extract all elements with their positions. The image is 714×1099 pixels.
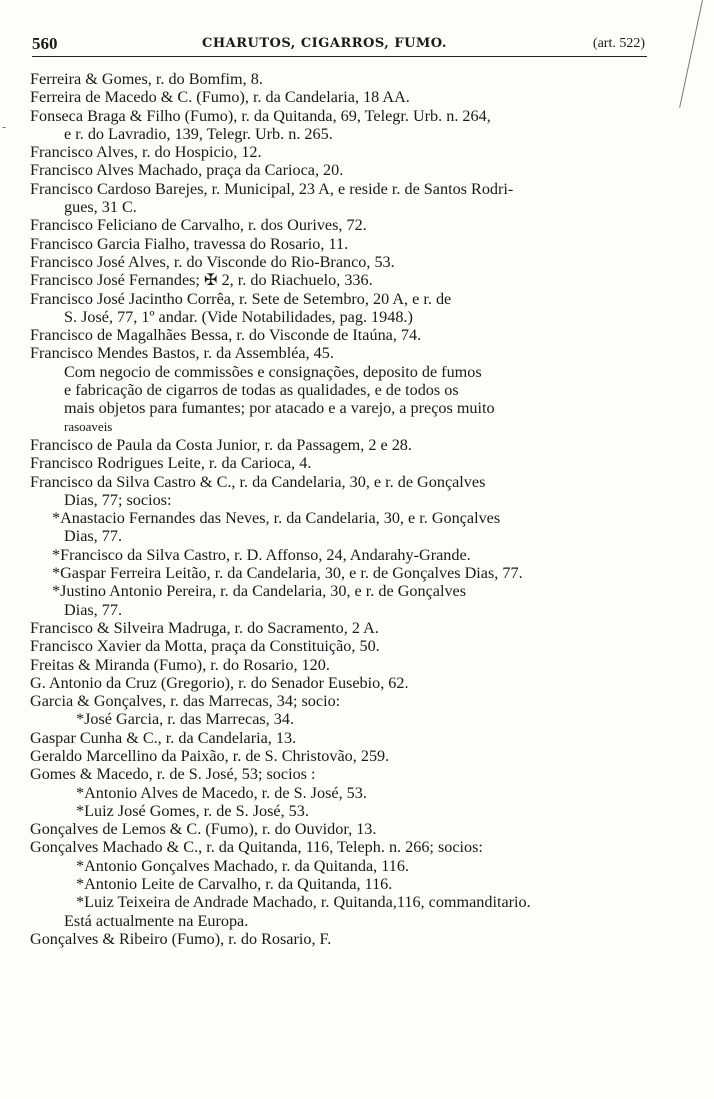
entry-line: Fonseca Braga & Filho (Fumo), r. da Quitanda, 69, Telegr. Urb. n. 264, [30,106,491,125]
entry-line: Gonçalves Machado & C., r. da Quitanda, 116, Teleph. n. 266; socios: [30,838,483,857]
partner-line: *Antonio Alves de Macedo, r. de S. José, 53. [76,783,367,802]
entry-continuation: gues, 31 C. [64,198,137,217]
entry-line: Gonçalves & Ribeiro (Fumo), r. do Rosario, F. [30,929,332,948]
partner-line: *Luiz José Gomes, r. de S. José, 53. [76,801,309,820]
entry-continuation: Está actualmente na Europa. [64,911,249,930]
entry-line: Francisco José Fernandes; ✠ 2, r. do Riachuelo, 336. [30,271,373,290]
entry-continuation: Dias, 77. [64,527,122,546]
page-number: 560 [32,34,58,53]
entry-description: rasoaveis [64,418,113,434]
entry-line: Francisco Garcia Fialho, travessa do Rosario, 11. [30,234,349,253]
entry-line: Francisco Rodrigues Leite, r. da Carioca, 4. [30,454,312,473]
entry-line: Francisco José Jacintho Corrêa, r. Sete de Setembro, 20 A, e r. de [30,289,452,308]
partner-line: *Antonio Gonçalves Machado, r. da Quitanda, 116. [76,856,409,875]
entry-line: Francisco de Magalhães Bessa, r. do Visconde de Itaúna, 74. [30,326,422,345]
entry-line: Gaspar Cunha & C., r. da Candelaria, 13. [30,728,297,747]
entry-description: Com negocio de commissões e consignações, deposito de fumos [64,362,482,381]
entry-line: Francisco Cardoso Barejes, r. Municipal, 23 A, e reside r. de Santos Rodri- [30,179,514,198]
entry-description: mais objetos para fumantes; por atacado e a varejo, a preços muito [64,399,495,418]
entry-line: Ferreira & Gomes, r. do Bomfim, 8. [30,70,263,88]
entry-description: e fabricação de cigarros de todas as qualidades, e de todos os [64,381,459,400]
partner-line: *Luiz Teixeira de Andrade Machado, r. Quitanda,116, commanditario. [76,893,531,912]
entry-line: Gomes & Macedo, r. de S. José, 53; socios : [30,765,316,784]
page-fold-line [679,0,704,108]
entry-line: Francisco de Paula da Costa Junior, r. da Passagem, 2 e 28. [30,435,412,454]
partner-line: *Antonio Leite de Carvalho, r. da Quitanda, 116. [76,875,393,894]
entry-line: Gonçalves de Lemos & C. (Fumo), r. do Ouvidor, 13. [30,820,377,839]
entry-line: Francisco José Alves, r. do Visconde do Rio-Branco, 53. [30,252,395,271]
partner-line: *José Garcia, r. das Marrecas, 34. [76,710,295,729]
entry-line: Francisco Xavier da Motta, praça da Constituição, 50. [30,637,380,656]
entry-continuation: e r. do Lavradio, 139, Telegr. Urb. n. 265. [64,124,333,143]
entry-line: Francisco Alves, r. do Hospicio, 12. [30,143,262,162]
margin-mark: - [2,120,7,134]
entry-line: Francisco & Silveira Madruga, r. do Sacramento, 2 A. [30,618,379,637]
partner-line: *Francisco da Silva Castro, r. D. Affonso, 24, Andarahy-Grande. [52,545,471,564]
entry-line: Francisco Mendes Bastos, r. da Assembléa, 45. [30,344,334,363]
entry-continuation: Dias, 77. [64,600,122,619]
entry-line: Francisco da Silva Castro & C., r. da Candelaria, 30, e r. de Gonçalves [30,472,486,491]
entry-line: G. Antonio da Cruz (Gregorio), r. do Senador Eusebio, 62. [30,673,409,692]
directory-listing [26,70,666,948]
entry-line: Garcia & Gonçalves, r. das Marrecas, 34; socio: [30,692,341,711]
entry-line: Ferreira de Macedo & C. (Fumo), r. da Candelaria, 18 AA. [30,88,410,107]
entry-line: Geraldo Marcellino da Paixão, r. de S. Christovão, 259. [30,746,390,765]
page-header [32,30,647,57]
partner-line: *Anastacio Fernandes das Neves, r. da Candelaria, 30, e r. Gonçalves [52,509,501,528]
article-reference: (art. 522) [592,36,645,51]
running-title: CHARUTOS, CIGARROS, FUMO. [202,36,447,51]
entry-line: Francisco Alves Machado, praça da Carioca, 20. [30,161,344,180]
entry-line: Freitas & Miranda (Fumo), r. do Rosario, 120. [30,655,330,674]
partner-line: *Justino Antonio Pereira, r. da Candelaria, 30, e r. de Gonçalves [52,582,467,601]
entry-continuation: S. José, 77, 1º andar. (Vide Notabilidades, pag. 1948.) [64,307,413,326]
entry-line: Francisco Feliciano de Carvalho, r. dos Ourives, 72. [30,216,367,235]
partner-line: *Gaspar Ferreira Leitão, r. da Candelaria, 30, e r. de Gonçalves Dias, 77. [52,564,523,583]
entry-continuation: Dias, 77; socios: [64,490,172,509]
